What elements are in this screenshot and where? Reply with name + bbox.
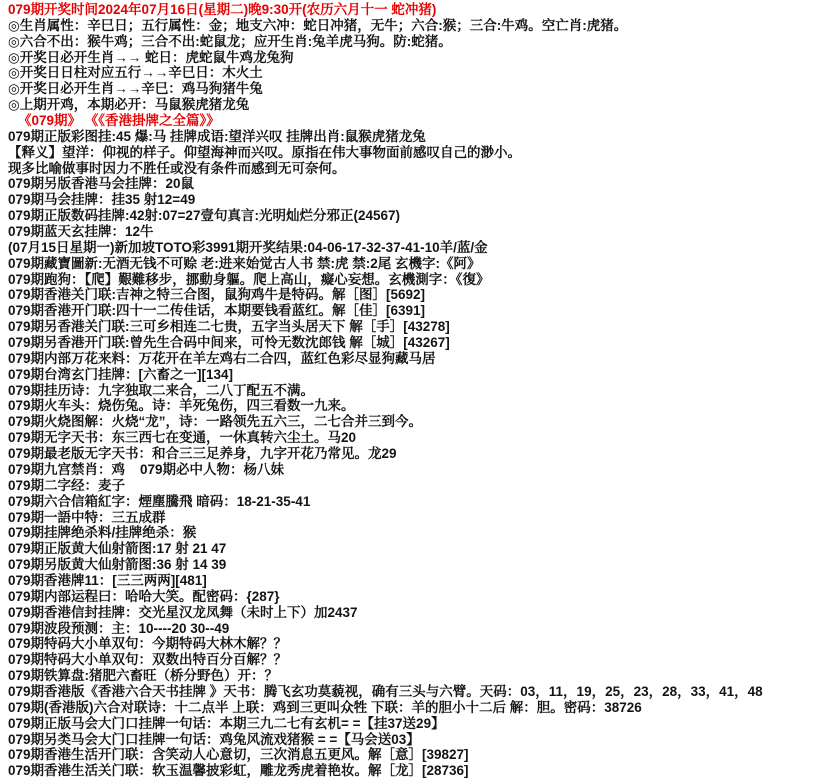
highlight-line: 079期开奖时间2024年07月16日(星期二)晚9:30开(农历六月十一 蛇冲猪) xyxy=(8,2,437,17)
text-line: 079期香港关门联:吉神之特三合图，鼠狗鸡牛是特码。解［图］[5692] xyxy=(8,287,426,303)
text-line: 079期内部万花来料：万花开在羊左鸡右二合四，蓝红色彩尽显狗藏马居 xyxy=(8,350,436,366)
text-line: 079期正版马会大门口挂牌一句话：本期三九二七有玄机= =【挂37送29】 xyxy=(8,715,445,731)
text-line: 079期铁算盘:猪肥六畜旺（桥分野色）开：？ xyxy=(8,668,279,684)
text-line: 079期九宫禁肖：鸡 079期必中人物：杨八妹 xyxy=(8,461,285,477)
highlight-line: 《079期》 《《香港掛牌之全篇》》 xyxy=(18,113,220,129)
text-line: 079期最老版无字天书：和合三三足养身，九字开花乃常见。龙29 xyxy=(8,446,397,462)
text-line: 079期特码大小单双句：双数出特百分百解？？ xyxy=(8,652,288,668)
text-line: (07月15日星期一)新加坡TOTO彩3991期开奖结果:04-06-17-32-37-41-10羊/蓝/金 xyxy=(8,239,488,255)
text-line: 079期香港版《香港六合天书挂牌 》天书：腾飞玄功莫藐视，确有三头与六臂。天码：03，11，19，25，23，28，33，41，48 xyxy=(8,683,763,699)
text-line: 079期香港牌11：[三三两两][481] xyxy=(8,572,207,588)
text-line: 【释义】望洋：仰视的样子。仰望海神而兴叹。原指在伟大事物面前感叹自己的渺小。 xyxy=(8,144,521,160)
text-line: 079期台湾玄门挂牌：[六畜之一][134] xyxy=(8,366,234,382)
text-line: 079期另版香港马会挂牌：20鼠 xyxy=(8,176,195,192)
text-line: 079期火烧图解：火烧“龙”，诗：一路领先五六三，二七合并三到今。 xyxy=(8,414,423,430)
text-line: 079期正版数码挂牌:42射:07=27壹句真言:光明灿烂分邪正(24567) xyxy=(8,208,400,224)
text-line: 079期挂牌绝杀料/挂牌绝杀：猴 xyxy=(8,525,197,541)
text-line: 079期另版黄大仙射箭图:36 射 14 39 xyxy=(8,557,227,573)
text-line: 079期火车头：烧伤兔。诗：羊死兔伤，四三看数一九来。 xyxy=(8,398,355,414)
text-line: 079期跑狗：【爬】艱難移步，挪動身軀。爬上高山，癡心妄想。玄機測字：《復》 xyxy=(8,271,490,287)
text-line: 079期正版彩图挂:45 爆:马 挂牌成语:望洋兴叹 挂牌出肖:鼠猴虎猪龙兔 xyxy=(8,128,426,144)
text-line: ◎生肖属性：辛巳日；五行属性：金；地支六冲：蛇日冲猪，无牛；六合:猴；三合:牛鸡。空亡肖:虎猪。 xyxy=(8,17,628,33)
text-line: 现多比喻做事时因力不胜任或没有条件而感到无可奈何。 xyxy=(8,160,346,176)
text-line: 079期香港生活开门联：含笑动人心意切，三次消息五更风。解［意］[39827] xyxy=(8,747,469,763)
text-line: 079期马会挂牌：挂35 射12=49 xyxy=(8,192,196,208)
text-line: 079期另香港开门联:曾先生合码中间来，可怜无数沈郎钱 解［城］[43267] xyxy=(8,335,450,351)
text-line: 079期波段预测：主：10----20 30--49 xyxy=(8,620,230,636)
text-line: 079期另类马会大门口挂牌一句话：鸡兔风流戏猪猴 = =【马会送03】 xyxy=(8,731,420,747)
text-line: 079期香港生活关门联：软玉温馨披彩虹，雕龙秀虎着艳妆。解［龙］[28736] xyxy=(8,763,469,779)
text-line: 079期藏寶圖新:无酒无钱不可赊 老:进来始觉古人书 禁:虎 禁:2尾 玄機字:《阿》 xyxy=(8,255,481,271)
text-line: 079期正版黄大仙射箭图:17 射 21 47 xyxy=(8,541,227,557)
text-lines xyxy=(8,2,816,779)
text-line: ◎六合不出：猴牛鸡；三合不出:蛇鼠龙；应开生肖:兔羊虎马狗。防:蛇猪。 xyxy=(8,33,452,49)
text-line: 079期另香港关门联:三可乡相连二七贵，五字当头居天下 解［手］[43278] xyxy=(8,319,450,335)
text-line: 079期香港开门联:四十一二传佳话，本期要钱看蓝红。解［佳］[6391] xyxy=(8,303,426,319)
text-line: 079期蓝天玄挂牌：12牛 xyxy=(8,224,154,240)
text-line: 079期挂历诗：九字独取二来合，二八丁配五不满。 xyxy=(8,382,315,398)
text-line: 079期内部运程曰：哈哈大笑。配密码：{287} xyxy=(8,588,280,604)
text-line: 079期(香港版)六合对联诗：十二点半 上联：鸡到三更叫众牲 下联：羊的胆小十二后 解：胆。密码：38726 xyxy=(8,699,642,715)
text-line: 079期二字经：麦子 xyxy=(8,477,126,493)
text-line: 079期无字天书：东三西七在变通，一休真转六尘土。马20 xyxy=(8,430,357,446)
text-line: ◎开奖日必开生肖→→辛巳：鸡马狗猪牛兔 xyxy=(8,81,263,97)
text-line: 079期香港信封挂牌：交光星汉龙凤舞（未时上下）加2437 xyxy=(8,604,358,620)
text-line: 079期一語中特：三五成群 xyxy=(8,509,166,525)
text-line: ◎开奖日必开生肖→→ 蛇日：虎蛇鼠牛鸡龙兔狗 xyxy=(8,49,294,65)
text-line: ◎开奖日日柱对应五行→→辛巳日：木火土 xyxy=(8,65,263,81)
text-line: ◎上期开鸡，本期必开：马鼠猴虎猪龙兔 xyxy=(8,97,250,113)
text-line: 079期特码大小单双句：今期特码大林木解？？ xyxy=(8,636,288,652)
text-line: 079期六合信箱紅字：煙塵騰飛 暗码：18-21-35-41 xyxy=(8,493,311,509)
